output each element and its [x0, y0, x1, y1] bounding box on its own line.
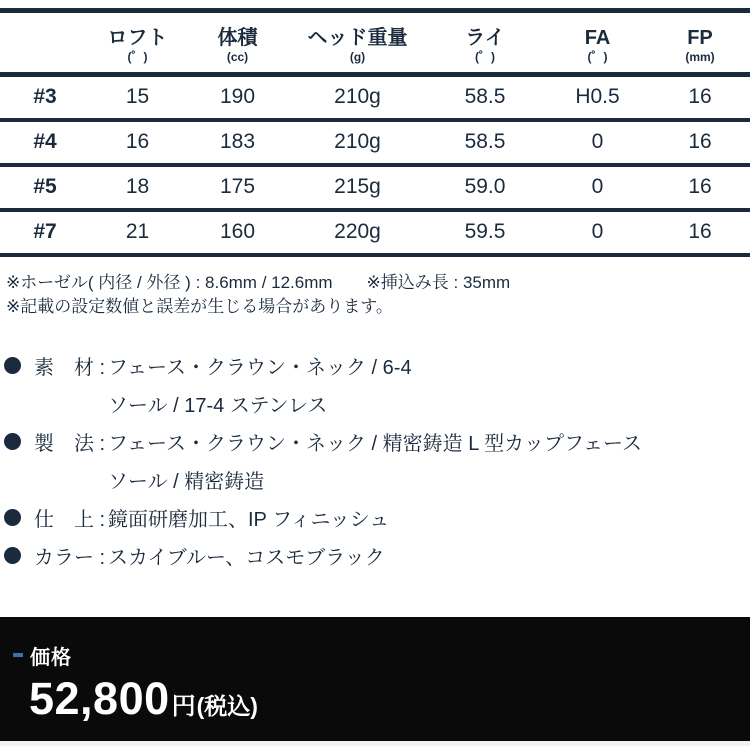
- detail-color: [4, 537, 750, 575]
- price-tax-note: (税込): [196, 692, 258, 719]
- bullet-icon: [4, 547, 34, 564]
- note-hosel: ※ホーゼル( 内径 / 外径 ) : 8.6mm / 12.6mm ※挿込み長 : 35mm: [6, 272, 511, 292]
- column-unit: (mm): [685, 49, 715, 64]
- spec-cell-fp: 16: [688, 175, 712, 198]
- column-label: ロフト: [107, 26, 168, 49]
- column-unit: (゜): [127, 49, 148, 64]
- spec-cell-fa: 0: [591, 175, 604, 198]
- spec-cell-volume: 190: [219, 85, 256, 109]
- column-label: FP: [687, 26, 713, 49]
- column-label: ヘッド重量: [307, 26, 408, 49]
- detail-method: [4, 423, 750, 461]
- spec-cell-lie: 58.5: [464, 85, 506, 109]
- spec-cell-lie: 59.0: [464, 175, 506, 198]
- spec-cell-fp: 16: [688, 85, 712, 109]
- price-label-row: [13, 641, 750, 670]
- spec-header-fp: [650, 11, 750, 75]
- spec-cell-volume: 175: [219, 175, 256, 198]
- detail-label: カラー :: [34, 547, 106, 569]
- club-label: #5: [33, 175, 57, 198]
- spec-cell-head-weight: 215g: [334, 175, 381, 198]
- spec-cell-loft: 18: [125, 175, 150, 198]
- detail-value: フェース・クラウン・ネック / 精密鋳造 L 型カップフェース: [108, 433, 642, 455]
- spec-header-head-weight: [290, 11, 425, 75]
- price-amount: 52,800: [29, 672, 170, 724]
- spec-cell-fp: 16: [688, 220, 712, 243]
- price-bar: [0, 617, 750, 741]
- bottom-strip: [0, 741, 750, 746]
- detail-label: 製 法 :: [34, 433, 106, 455]
- spec-header-fa: [545, 11, 650, 75]
- spec-row-3: [0, 75, 750, 120]
- column-label: FA: [584, 26, 611, 49]
- spec-header-club: [0, 11, 90, 75]
- detail-label: 素 材 :: [34, 357, 106, 379]
- spec-header-volume: [185, 11, 290, 75]
- column-unit: (g): [349, 49, 366, 64]
- detail-material: [4, 347, 750, 385]
- detail-value: スカイブルー、コスモブラック: [108, 547, 385, 569]
- column-label: ライ: [465, 26, 505, 49]
- spec-cell-head-weight: 220g: [334, 220, 381, 243]
- footnotes: [6, 271, 750, 319]
- club-label: #4: [33, 130, 57, 153]
- spec-cell-lie: 58.5: [464, 130, 506, 153]
- spec-cell-fa: 0: [591, 130, 604, 153]
- spec-cell-loft: 21: [125, 220, 150, 243]
- column-unit: (゜): [475, 49, 495, 64]
- spec-row-7: [0, 210, 750, 255]
- price-amount-row: [29, 672, 750, 724]
- spec-cell-lie: 59.5: [464, 220, 506, 243]
- column-unit: (゜): [587, 49, 608, 64]
- spec-row-4: [0, 120, 750, 165]
- spec-table: [0, 8, 750, 257]
- column-label: 体積: [217, 26, 258, 49]
- detail-material-cont: [4, 385, 750, 423]
- spec-cell-volume: 160: [219, 220, 256, 243]
- spec-header-lie: [425, 11, 545, 75]
- detail-value: ソール / 17-4 ステンレス: [108, 395, 328, 417]
- price-currency-unit: 円: [171, 692, 196, 720]
- bullet-icon: [4, 509, 34, 526]
- spec-cell-head-weight: 210g: [334, 85, 381, 109]
- bullet-icon: [4, 433, 34, 450]
- detail-value: 鏡面研磨加工、IP フィニッシュ: [108, 509, 390, 531]
- detail-value: ソール / 精密鋳造: [108, 471, 265, 493]
- spec-row-5: [0, 165, 750, 210]
- column-unit: (cc): [226, 49, 249, 64]
- club-label: #3: [33, 85, 57, 109]
- spec-cell-loft: 15: [125, 85, 150, 109]
- spec-cell-fa: H0.5: [575, 85, 620, 109]
- details-list: [4, 347, 750, 575]
- spec-cell-fa: 0: [591, 220, 604, 243]
- detail-method-cont: [4, 461, 750, 499]
- spec-cell-volume: 183: [219, 130, 256, 153]
- spec-header-row: [0, 11, 750, 75]
- spec-cell-head-weight: 210g: [334, 130, 381, 153]
- price-marker-icon: [13, 653, 23, 657]
- bullet-icon: [4, 357, 34, 374]
- detail-label: 仕 上 :: [34, 509, 106, 531]
- detail-finish: [4, 499, 750, 537]
- club-label: #7: [33, 220, 57, 243]
- spec-cell-fp: 16: [688, 130, 712, 153]
- price-label: 価格: [30, 646, 72, 669]
- spec-header-loft: [90, 11, 185, 75]
- spec-cell-loft: 16: [125, 130, 150, 153]
- note-disclaimer: ※記載の設定数値と誤差が生じる場合があります。: [6, 296, 393, 316]
- detail-value: フェース・クラウン・ネック / 6-4: [108, 357, 412, 379]
